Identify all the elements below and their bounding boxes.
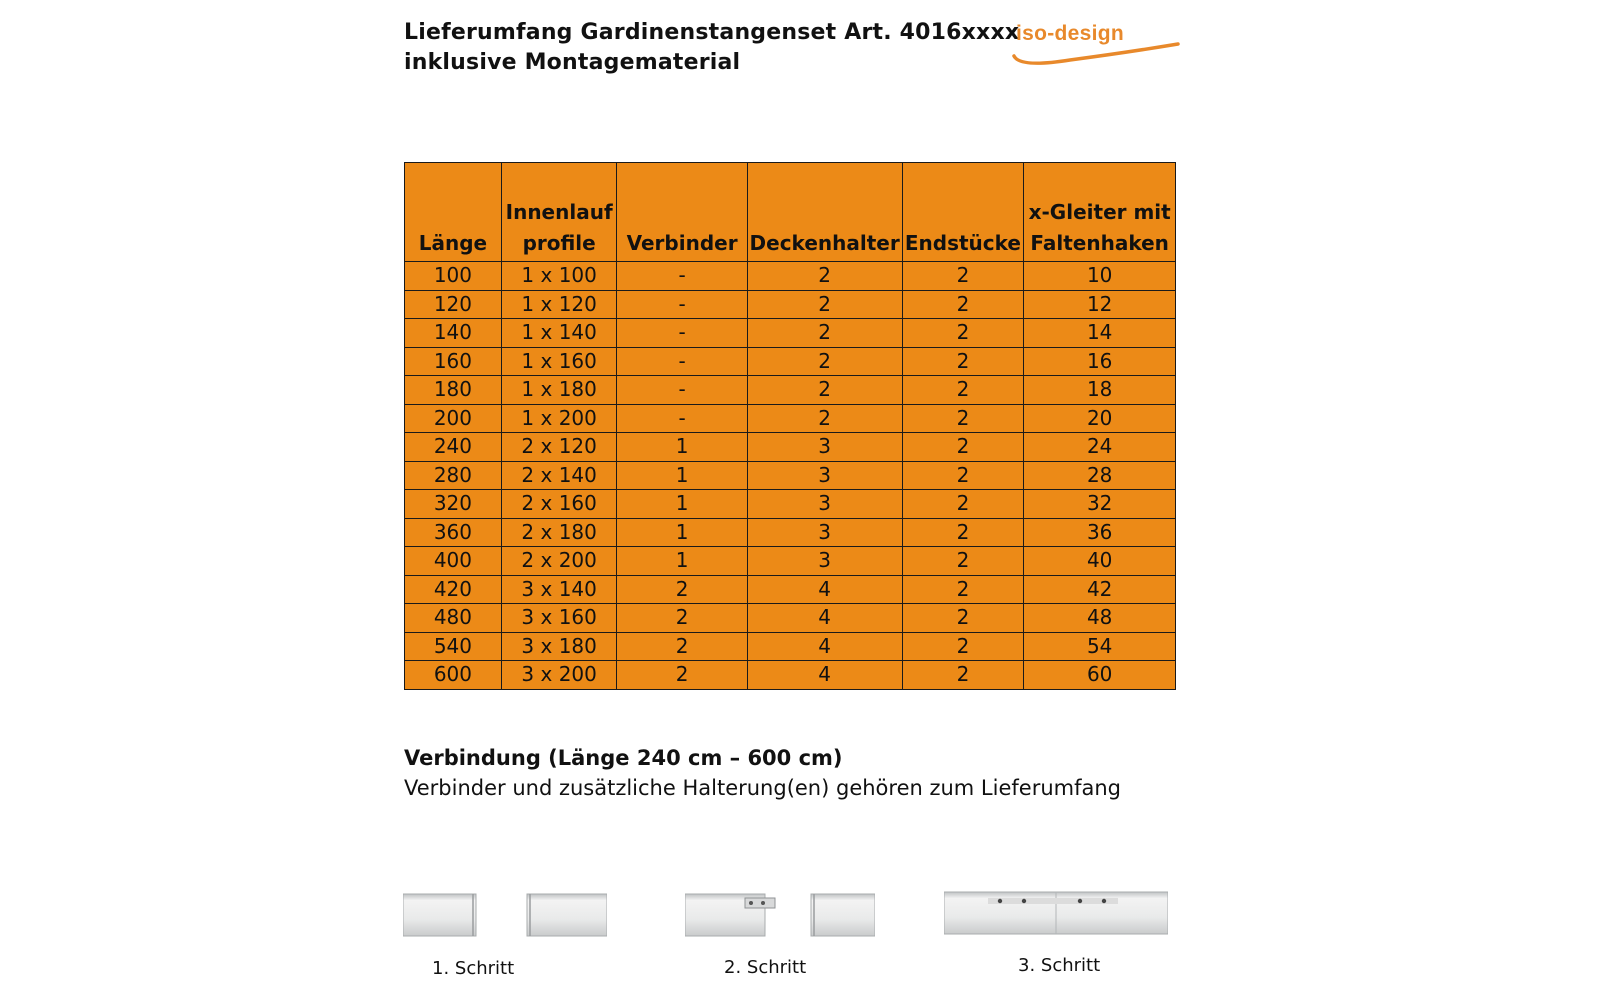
cell-gleiter: 28 [1024,461,1176,490]
header-laenge-label: Länge [418,231,488,255]
cell-endstuecke: 2 [902,604,1024,633]
cell-deckenhalter: 3 [747,490,902,519]
cell-profile: 1 x 160 [501,347,617,376]
cell-profile: 2 x 180 [501,518,617,547]
cell-deckenhalter: 4 [747,575,902,604]
cell-profile: 1 x 200 [501,404,617,433]
cell-laenge: 540 [405,632,502,661]
header-deckenhalter-label: Deckenhalter [749,231,900,255]
cell-deckenhalter: 3 [747,433,902,462]
cell-gleiter: 20 [1024,404,1176,433]
iso-design-logo [1010,20,1180,66]
header-laenge [405,163,502,262]
cell-verbinder: 1 [617,547,747,576]
header-verbinder-label: Verbinder [626,231,738,255]
cell-gleiter: 54 [1024,632,1176,661]
cell-gleiter: 16 [1024,347,1176,376]
step-1-image [403,888,607,938]
cell-verbinder: - [617,347,747,376]
connection-description: Verbinder und zusätzliche Halterung(en) gehören zum Lieferumfang [404,776,1122,800]
cell-profile: 2 x 140 [501,461,617,490]
cell-deckenhalter: 2 [747,319,902,348]
cell-deckenhalter: 2 [747,376,902,405]
cell-gleiter: 10 [1024,262,1176,291]
table-row [405,632,1176,661]
cell-laenge: 120 [405,290,502,319]
cell-profile: 2 x 160 [501,490,617,519]
cell-gleiter: 42 [1024,575,1176,604]
cell-laenge: 200 [405,404,502,433]
cell-endstuecke: 2 [902,262,1024,291]
cell-gleiter: 32 [1024,490,1176,519]
cell-profile: 3 x 180 [501,632,617,661]
table-row [405,604,1176,633]
cell-profile: 1 x 140 [501,319,617,348]
cell-endstuecke: 2 [902,575,1024,604]
header-profile-line2: profile [522,231,596,255]
cell-gleiter: 18 [1024,376,1176,405]
cell-verbinder: 2 [617,604,747,633]
header-deckenhalter [747,163,902,262]
step-3-label: 3. Schritt [1018,955,1101,976]
delivery-scope-table [404,162,1176,690]
table-row [405,319,1176,348]
cell-deckenhalter: 3 [747,461,902,490]
cell-profile: 2 x 120 [501,433,617,462]
header-gleiter-line1: x-Gleiter mit [1028,200,1171,224]
cell-endstuecke: 2 [902,490,1024,519]
step-1-label: 1. Schritt [432,958,515,979]
cell-gleiter: 24 [1024,433,1176,462]
header-profile [501,163,617,262]
cell-endstuecke: 2 [902,376,1024,405]
cell-verbinder: 2 [617,661,747,690]
cell-verbinder: - [617,404,747,433]
cell-endstuecke: 2 [902,347,1024,376]
cell-laenge: 420 [405,575,502,604]
step-2-image [685,888,875,938]
header-endstuecke [902,163,1024,262]
table-row [405,376,1176,405]
cell-deckenhalter: 2 [747,290,902,319]
cell-gleiter: 36 [1024,518,1176,547]
cell-endstuecke: 2 [902,461,1024,490]
table-header-row [405,163,1176,262]
logo-text: iso-design [1016,22,1125,45]
cell-profile: 3 x 200 [501,661,617,690]
cell-laenge: 320 [405,490,502,519]
cell-laenge: 180 [405,376,502,405]
cell-deckenhalter: 2 [747,262,902,291]
cell-laenge: 140 [405,319,502,348]
header-endstuecke-label: Endstücke [904,231,1021,255]
cell-laenge: 400 [405,547,502,576]
table-body [405,262,1176,690]
cell-deckenhalter: 4 [747,604,902,633]
table-row [405,490,1176,519]
cell-gleiter: 60 [1024,661,1176,690]
table-row [405,661,1176,690]
cell-profile: 3 x 140 [501,575,617,604]
cell-profile: 3 x 160 [501,604,617,633]
cell-endstuecke: 2 [902,632,1024,661]
table-row [405,433,1176,462]
cell-deckenhalter: 3 [747,518,902,547]
cell-gleiter: 12 [1024,290,1176,319]
cell-deckenhalter: 2 [747,347,902,376]
cell-endstuecke: 2 [902,661,1024,690]
cell-laenge: 100 [405,262,502,291]
cell-endstuecke: 2 [902,547,1024,576]
cell-deckenhalter: 4 [747,632,902,661]
cell-gleiter: 48 [1024,604,1176,633]
cell-endstuecke: 2 [902,404,1024,433]
title-line-1: Lieferumfang Gardinenstangenset Art. 4016xxxx [404,20,1020,45]
table-row [405,262,1176,291]
cell-verbinder: - [617,319,747,348]
cell-endstuecke: 2 [902,319,1024,348]
cell-profile: 1 x 120 [501,290,617,319]
table-row [405,347,1176,376]
cell-endstuecke: 2 [902,518,1024,547]
cell-verbinder: 2 [617,632,747,661]
cell-laenge: 480 [405,604,502,633]
cell-laenge: 240 [405,433,502,462]
table-row [405,575,1176,604]
cell-endstuecke: 2 [902,433,1024,462]
cell-profile: 1 x 180 [501,376,617,405]
header-profile-line1: Innenlauf [505,200,613,224]
document-title [404,18,1019,78]
table-row [405,290,1176,319]
header-gleiter-line2: Faltenhaken [1030,231,1169,255]
cell-profile: 1 x 100 [501,262,617,291]
table-row [405,518,1176,547]
cell-gleiter: 40 [1024,547,1176,576]
cell-verbinder: 2 [617,575,747,604]
cell-laenge: 160 [405,347,502,376]
header-verbinder [617,163,747,262]
cell-laenge: 360 [405,518,502,547]
cell-laenge: 600 [405,661,502,690]
table-row [405,547,1176,576]
table-row [405,461,1176,490]
cell-endstuecke: 2 [902,290,1024,319]
step-2-label: 2. Schritt [724,957,807,978]
cell-laenge: 280 [405,461,502,490]
cell-gleiter: 14 [1024,319,1176,348]
cell-deckenhalter: 3 [747,547,902,576]
cell-deckenhalter: 2 [747,404,902,433]
cell-verbinder: 1 [617,461,747,490]
cell-verbinder: 1 [617,518,747,547]
cell-deckenhalter: 4 [747,661,902,690]
connection-heading: Verbindung (Länge 240 cm – 600 cm) [404,746,843,770]
table-row [405,404,1176,433]
cell-verbinder: 1 [617,490,747,519]
cell-verbinder: 1 [617,433,747,462]
title-line-2: inklusive Montagematerial [404,50,741,75]
cell-verbinder: - [617,376,747,405]
header-gleiter [1024,163,1176,262]
cell-verbinder: - [617,290,747,319]
step-3-image [944,886,1168,936]
cell-profile: 2 x 200 [501,547,617,576]
cell-verbinder: - [617,262,747,291]
